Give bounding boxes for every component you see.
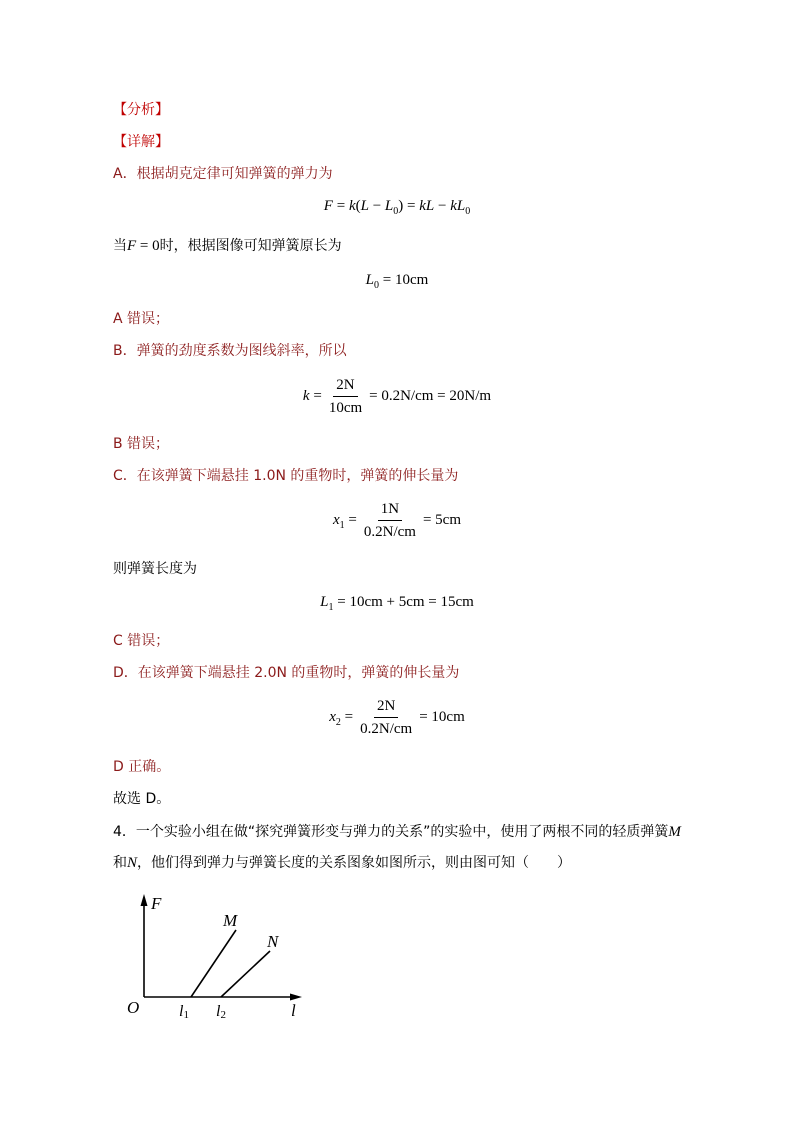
option-a-verdict: A 错误； [113, 311, 170, 327]
extension-equation-c: $x_1$ = $\frac{1N}{0.2N/cm}$ = 5cm [332, 501, 461, 540]
x-axis-label: l [291, 1001, 296, 1020]
force-length-graph [115, 890, 315, 1025]
tick-l2-label: l2 [216, 1003, 226, 1021]
option-c-text: C．在该弹簧下端悬挂 1.0N 的重物时，弹簧的伸长量为 [113, 468, 459, 484]
option-d-text: D．在该弹簧下端悬挂 2.0N 的重物时，弹簧的伸长量为 [113, 665, 460, 681]
detail-heading: 【详解】 [113, 134, 169, 150]
analysis-heading: 【分析】 [113, 102, 169, 118]
tick-l1-label: l1 [179, 1003, 189, 1021]
option-a-condition: 当F = 0时，根据图像可知弹簧原长为 [113, 238, 342, 254]
y-axis-label: F [151, 894, 162, 913]
answer-choice: 故选 D。 [113, 791, 171, 807]
spring-length-equation: $L_1 = 10cm + 5cm = 15cm$ [320, 594, 474, 613]
question-4-line-1: 4．一个实验小组在做“探究弹簧形变与弹力的关系”的实验中，使用了两根不同的轻质弹簧M [113, 824, 681, 840]
question-4-line-2: 和N，他们得到弹力与弹簧长度的关系图象如图所示，则由图可知（ ） [113, 855, 572, 871]
spring-constant-equation: k = $\frac{2N}{10cm}$ = 0.2N/cm = 20N/m [302, 377, 492, 416]
option-c-verdict: C 错误； [113, 633, 170, 649]
line-m [191, 930, 236, 997]
extension-equation-d: $x_2$ = $\frac{2N}{0.2N/cm}$ = 10cm [329, 698, 465, 737]
option-a-text: A．根据胡克定律可知弹簧的弹力为 [113, 166, 333, 182]
x-axis-arrow [290, 994, 302, 1001]
option-d-verdict: D 正确。 [113, 759, 171, 775]
line-n [221, 951, 270, 997]
y-axis-arrow [141, 894, 148, 906]
line-m-label: M [223, 911, 238, 930]
origin-label: O [127, 998, 140, 1017]
option-c-length-text: 则弹簧长度为 [113, 561, 197, 577]
option-b-verdict: B 错误； [113, 436, 170, 452]
original-length-equation: $L_0 = 10cm$ [365, 272, 429, 291]
hooke-law-equation: $F = k(L - L_0)$ = kL − $kL_0$ [323, 198, 471, 217]
option-b-text: B．弹簧的劲度系数为图线斜率，所以 [113, 343, 347, 359]
line-n-label: N [267, 932, 279, 951]
